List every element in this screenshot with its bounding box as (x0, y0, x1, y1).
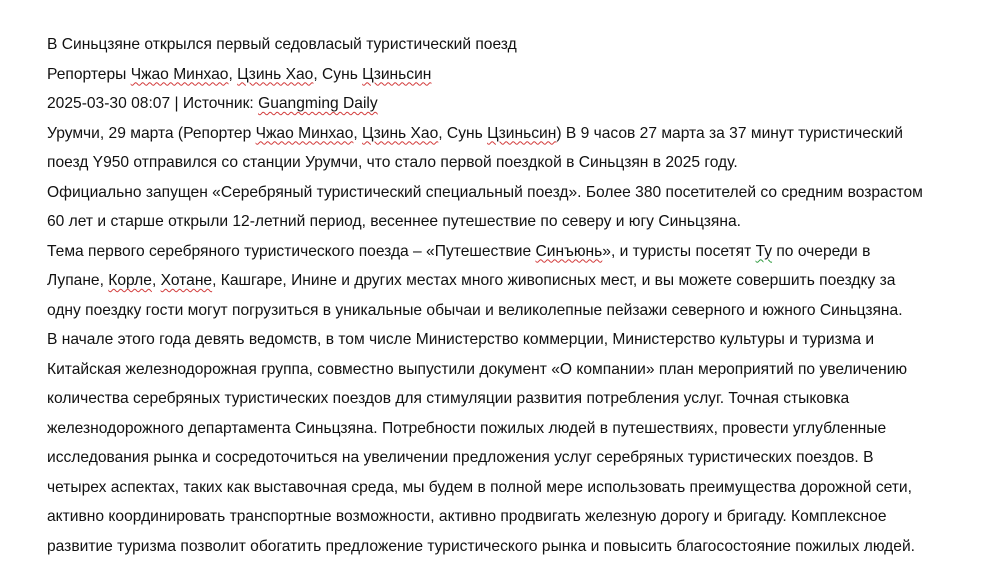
meta-date-prefix: 2025-03-30 08:07 | Источник: (47, 95, 259, 112)
paragraph-2-line-2: 60 лет и старше открыли 12-летний период, весеннее путешествие по северу и югу Синьцзяна. (47, 213, 741, 230)
paragraph-3-line-3: одну поездку гости могут погрузиться в уникальные обычаи и великолепные пейзажи северного и южного Синьцзяна. (47, 301, 903, 319)
paragraph-3-line-1 (47, 237, 972, 267)
text-run: , Кашгаре, Инине и других местах много живописных мест, и вы можете совершить поездку за (212, 272, 896, 289)
text-run: Лупане, (47, 272, 109, 289)
text-run: », и туристы посетят (602, 242, 756, 260)
flagged-word: Хотане (160, 272, 213, 289)
paragraph-4-line-1: В начале этого года девять ведомств, в том числе Министерство коммерции, Министерство культуры и туризма и (47, 331, 875, 348)
paragraph-4-line-5: исследования рынка и сосредоточиться на увеличении предложения услуг серебряных туристических поездов. В (47, 449, 874, 466)
document-body (47, 30, 972, 561)
text-run: , (353, 124, 363, 142)
article-title: В Синьцзяне открылся первый седовласый туристический поезд (47, 36, 517, 53)
paragraph-1-line-2: поезд Y950 отправился со станции Урумчи, что стало первой поездкой в Синьцзян в 2025 году. (47, 154, 738, 171)
reporter-name: Чжао Минхао (255, 124, 354, 142)
paragraph-4-line-4: железнодорожного департамента Синьцзяна. Потребности пожилых людей в путешествиях, провести углубленные (47, 419, 887, 437)
flagged-word: Ту (755, 242, 773, 260)
flagged-word: Синъюнь (535, 242, 603, 260)
paragraph-2-line-1: Официально запущен «Серебряный туристический специальный поезд». Более 380 посетителей со средним возрастом (47, 183, 923, 201)
text-run: ) В 9 часов 27 марта за 37 минут туристический (556, 124, 903, 142)
text-run: , (151, 272, 161, 289)
flagged-word: Корле (108, 272, 152, 289)
reporter-name: Цзиньсин (487, 124, 557, 142)
reporter-name: Цзинь Хао (362, 124, 439, 142)
paragraph-1-line-1 (47, 119, 972, 149)
text-run: , Сунь (438, 124, 488, 142)
paragraph-4-line-2: Китайская железнодорожная группа, совместно выпустили документ «О компании» план мероприятий по увеличению (47, 360, 908, 378)
paragraph-4-line-7: активно координировать транспортные возможности, активно продвигать железную дорогу и бригаду. Комплексное (47, 508, 887, 525)
byline-name: Цзиньсин (362, 65, 432, 83)
byline-name: Цзинь Хао (237, 65, 314, 83)
text-run: Урумчи, 29 марта (Репортер (47, 124, 256, 142)
byline-separator: , (228, 65, 238, 83)
paragraph-4-line-8: развитие туризма позволит обогатить предложение туристического рынка и повысить благосостояние пожилых людей. (47, 537, 915, 555)
paragraph-4-line-6: четырех аспектах, таких как выставочная среда, мы будем в полной мере использовать преимущества дорожной сети, (47, 478, 912, 496)
text-run: по очереди в (772, 242, 871, 260)
text-run: Тема первого серебряного туристического поезда – «Путешествие (47, 242, 536, 260)
byline-separator: , Сунь (313, 65, 363, 83)
byline-prefix: Репортеры (47, 65, 131, 83)
byline-name: Чжао Минхао (130, 65, 229, 83)
article-meta (47, 89, 972, 119)
meta-source: Guangming Daily (258, 95, 378, 112)
article-byline (47, 60, 972, 90)
paragraph-4-line-3: количества серебряных туристических поездов для стимуляции развития потребления услуг. Точная стыковка (47, 390, 850, 407)
paragraph-3-line-2 (47, 266, 972, 296)
